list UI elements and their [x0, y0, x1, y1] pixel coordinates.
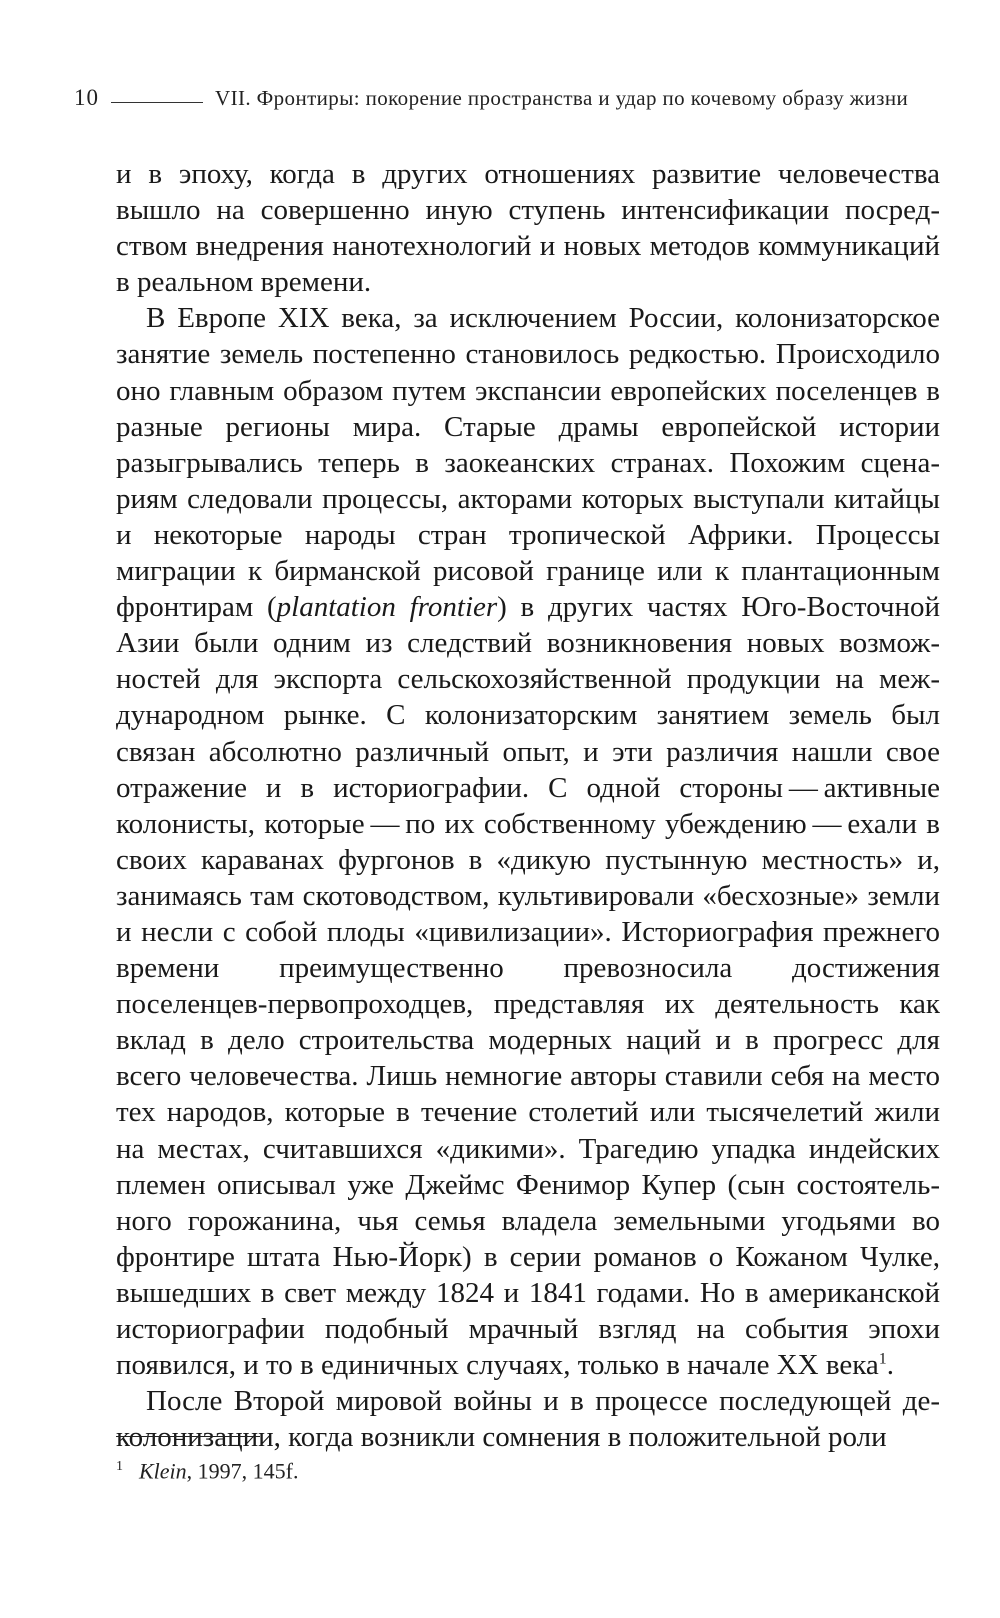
paragraph-text-part: ) в других частях Юго-Восточной Азии были одним из следствий возникновения новых возможностей для экспорта сельскохозяйственной продукции на международном рынке. С колонизаторским занятием земель был связан абсолютно различный опыт, и эти различия нашли свое отражение и в историографии. С одной стороны — активные колонисты, которые — по их собственному убеждению — ехали в своих караванах фургонов в «дикую пустынную местность» и, занимаясь там скотоводством, культивировали «бесхозные» земли и несли с собой плоды «цивилизации». Историография прежнего времени преимущественно превозносила достижения поселенцев-первопроходцев, представляя их деятельность как вклад в дело строительства модерных наций и в прогресс для всего человечества. Лишь немногие авторы ставили себя на место тех народов, которые в течение столетий или тысячелетий жили на местах, считавшихся «дикими». Трагедию упадка индейских племен описывал уже Джеймс Фенимор Купер (сын состоятельного горожанина, чья семья владела земельными угодьями во фронтире штата Нью-Йорк) в серии романов о Кожаном Чулке, вышедших в свет между 1824 и 1841 годами. Но в американской историографии подобный мрачный взгляд на события эпохи появился, и то в единичных случаях, только в начале XX века	[116, 591, 940, 1382]
italic-term: plantation frontier	[276, 591, 498, 624]
footnote-separator	[116, 1436, 260, 1437]
footnote	[116, 1452, 940, 1486]
paragraph-postwar: После Второй мировой войны и в процессе последующей деколонизации, когда возникли сомнения в положительной роли	[116, 1385, 940, 1454]
paragraph-continuation: и в эпоху, когда в других отношениях развитие человечества вышло на совершенно иную ступень интенсификации посредством внедрения нанотехнологий и новых методов коммуникаций в реальном времени.	[116, 158, 940, 299]
footnote-reference[interactable]: 1	[878, 1350, 887, 1368]
footnote-author: Klein	[139, 1458, 187, 1484]
paragraph-europe	[116, 300, 940, 1383]
header-rule	[111, 102, 203, 103]
main-text	[116, 156, 940, 1455]
footnote-marker: 1	[116, 1459, 123, 1474]
running-header	[74, 80, 944, 116]
chapter-title: VII. Фронтиры: покорение пространства и удар по кочевому образу жизни	[215, 85, 909, 110]
footnote-citation: , 1997, 145f.	[186, 1458, 299, 1484]
paragraph-text-part: В Европе XIX века, за исключением России, колонизаторское занятие земель постепенно становилось редкостью. Происходило оно главным образом путем экспансии европейских поселенцев в разные регионы мира. Старые драмы европейской истории разыгрывались теперь в заокеанских странах. Похожим сценариям следовали процессы, акторами которых выступали китайцы и некоторые народы стран тропической Африки. Процессы миграции к бирманской рисовой границе или к плантационным фронтирам (	[116, 302, 940, 624]
page-number: 10	[74, 85, 99, 110]
paragraph-text-end: .	[886, 1349, 894, 1382]
